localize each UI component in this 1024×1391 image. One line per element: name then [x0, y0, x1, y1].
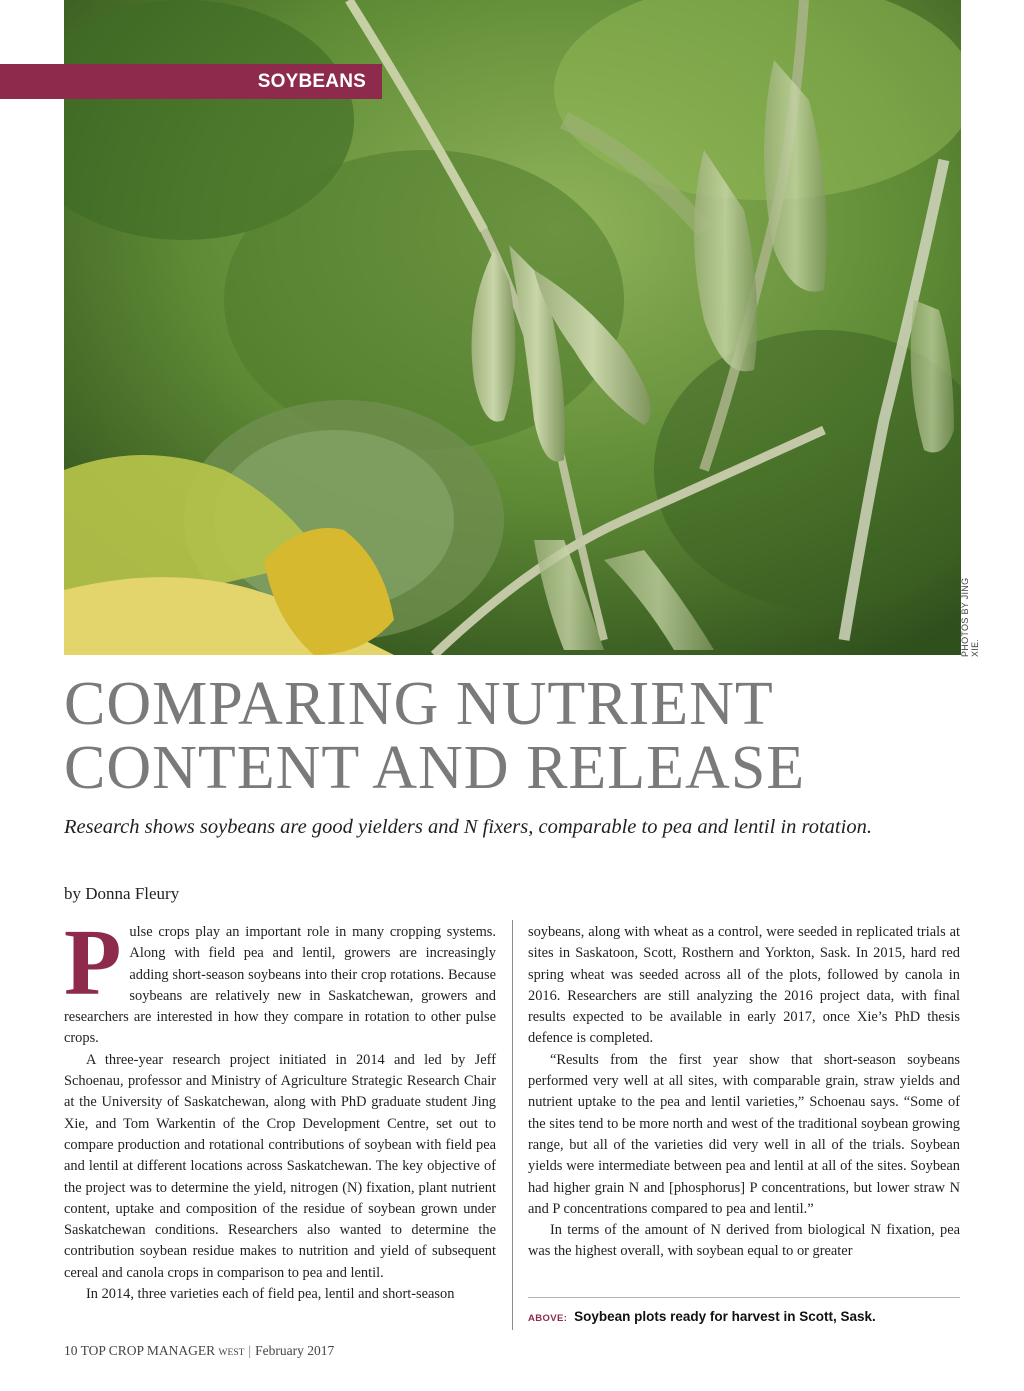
byline: by Donna Fleury [64, 884, 180, 903]
issue-date: February 2017 [255, 1343, 335, 1358]
caption-label: ABOVE: [528, 1313, 568, 1324]
photo-credit: PHOTOS BY JING XIE. [960, 577, 980, 657]
page-number: 10 [64, 1343, 78, 1358]
paragraph: In 2014, three varieties each of field pea, lentil and short-season [86, 1286, 455, 1303]
section-tag [0, 64, 382, 99]
caption-text: Soybean plots ready for harvest in Scott, Sask. [574, 1309, 876, 1324]
article-column-left [64, 911, 496, 1305]
paragraph: In terms of the amount of N derived from biological N fixation, pea was the highest overall, with soybean equal to or greater [528, 1222, 960, 1260]
drop-cap: P [64, 911, 122, 1015]
footer-separator: | [248, 1343, 252, 1358]
paragraph [64, 911, 496, 1050]
photo-caption [528, 1309, 876, 1324]
page-footer [64, 1343, 334, 1359]
paragraph-text: ulse crops play an important role in many cropping systems. Along with field pea and lentil, growers are increasingly adding short-season soybeans into their crop rotations. Because soybeans are relatively new in Saskatchewan, growers and researchers are interested in how they compare in rotation to other pulse crops. [64, 924, 496, 1047]
article-deck: Research shows soybeans are good yielders and N fixers, comparable to pea and lentil in rotation. [64, 816, 872, 838]
paragraph: A three-year research project initiated in 2014 and led by Jeff Schoenau, professor and Ministry of Agriculture Strategic Research Chair at the University of Saskatchewan, along with PhD graduate student Jing Xie, and Tom Warkentin of the Crop Development Centre, set out to compare production and rotational contributions of soybean with field pea and lentil at different locations across Saskatchewan. The key objective of the project was to determine the yield, nitrogen (N) fixation, plant nutrient content, uptake and composition of the residue of soybean grown under Saskatchewan conditions. Researchers also wanted to determine the contribution soybean residue makes to nutrition and yield of subsequent cereal and canola crops in comparison to pea and lentil. [64, 1051, 496, 1281]
magazine-name: TOP CROP MANAGER [80, 1343, 216, 1358]
magazine-edition: WEST [218, 1348, 245, 1358]
section-tag-label: SOYBEANS [257, 70, 366, 92]
caption-rule [528, 1297, 960, 1298]
paragraph: “Results from the first year show that short-season soybeans performed very well at all sites, with comparable grain, straw yields and nutrient uptake to the pea and lentil varieties,” Schoenau says. “Some of the sites tend to be more north and west of the traditional soybean growing range, but all of the varieties did very well in all of the trials. Soybean yields were intermediate between pea and lentil at all of the sites. Soybean had higher grain N and [phosphorus] P concentrations, but lower straw N and P concentrations compared to pea and lentil.” [528, 1051, 960, 1217]
article-headline [64, 672, 964, 800]
paragraph: soybeans, along with wheat as a control, were seeded in replicated trials at sites in Saskatoon, Scott, Rosthern and Yorkton, Sask. In 2015, hard red spring wheat was seeded across all of the plots, followed by canola in 2016. Researchers are still analyzing the 2016 project data, with final results expected to be available in early 2017, once Xie’s PhD thesis defence is completed. [528, 924, 960, 1047]
column-divider [512, 920, 513, 1330]
headline-line-1: COMPARING NUTRIENT [64, 670, 774, 738]
headline-line-2: CONTENT AND RELEASE [64, 734, 806, 802]
article-column-right [528, 922, 960, 1263]
